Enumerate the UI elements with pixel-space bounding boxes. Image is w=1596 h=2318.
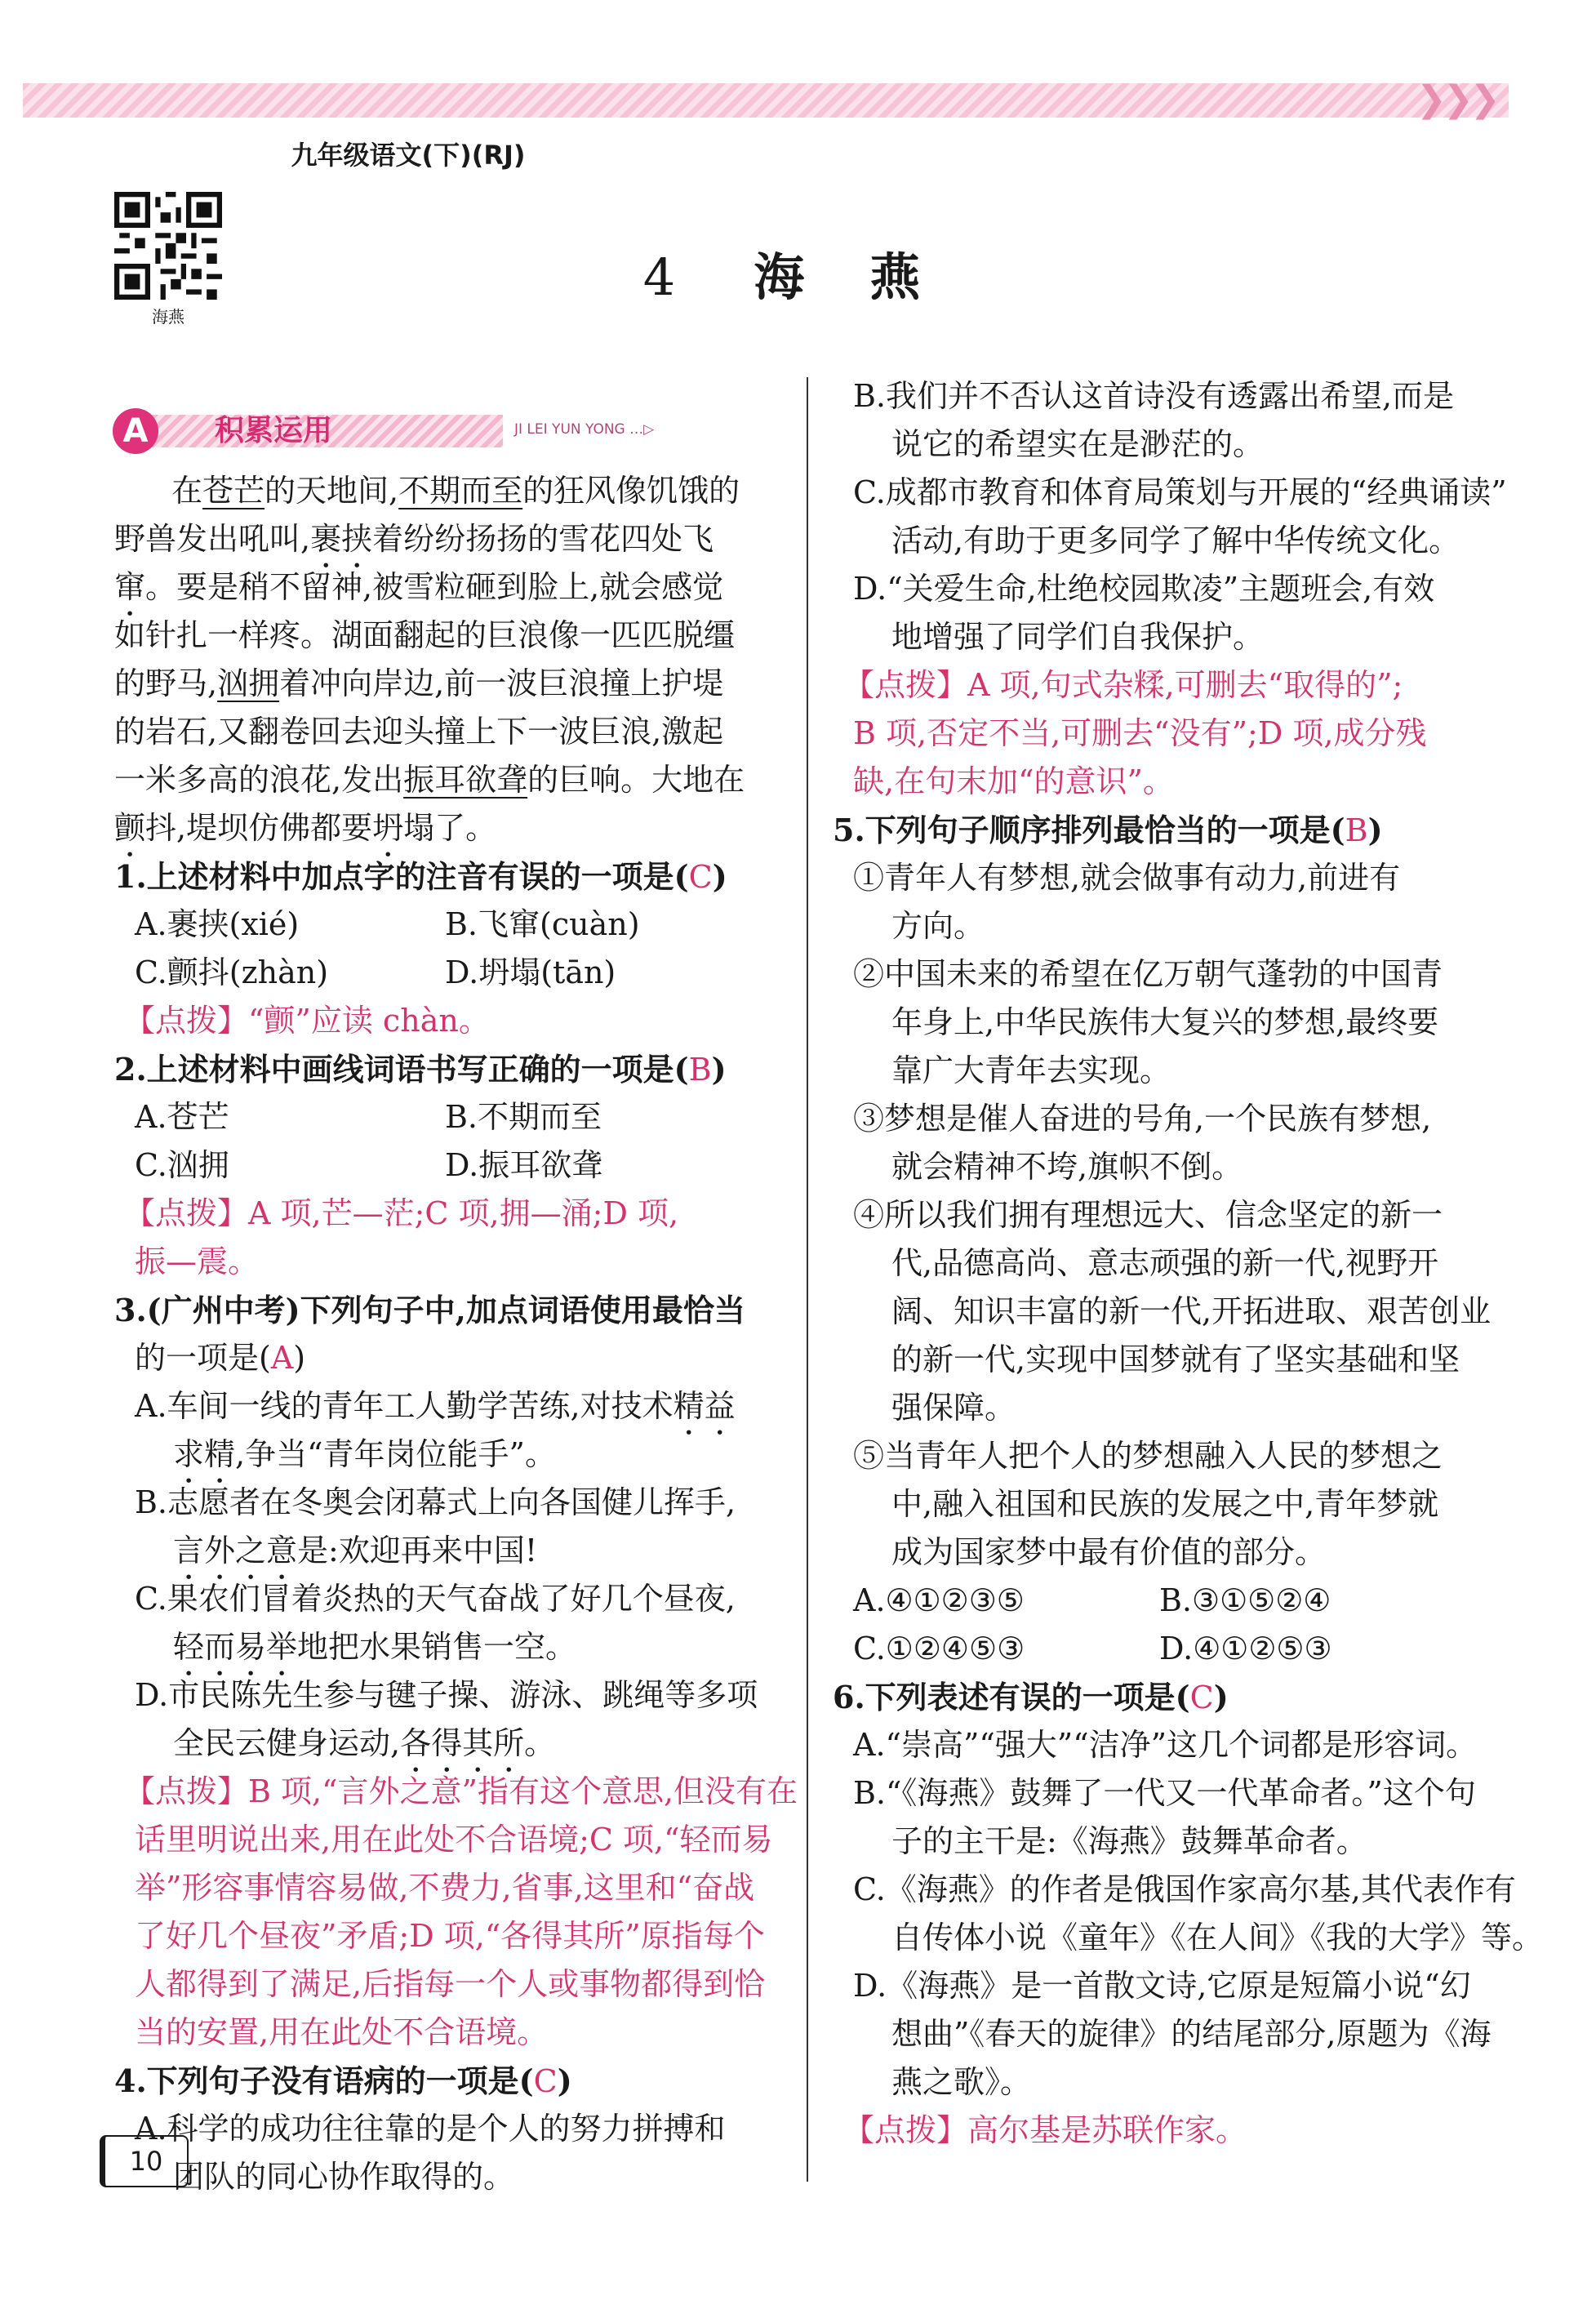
tip: 人都得到了满足,后指每一个人或事物都得到恰 [135, 1966, 766, 2002]
option: A.苍芒 [135, 1099, 229, 1135]
tip: 了好几个昼夜”矛盾;D 项,“各得其所”原指每个 [135, 1918, 765, 1954]
option: 求精,争当“青年岗位能手”。 [173, 1436, 556, 1472]
question-3-cont: 的一项是(A) [135, 1340, 306, 1376]
running-head: 九年级语文(下)(RJ) [291, 140, 526, 171]
option: C.《海燕》的作者是俄国作家高尔基,其代表作有 [853, 1871, 1516, 1907]
answer: C [1189, 1680, 1214, 1715]
question-1: 1.上述材料中加点字的注音有误的一项是(C) [114, 858, 727, 895]
section-badge-letter: A [113, 408, 158, 454]
statement: 强保障。 [891, 1390, 1016, 1426]
lesson-title [0, 245, 1596, 310]
option: 轻而易举地把水果销售一空。 [173, 1629, 577, 1665]
option: A.“崇高”“强大”“洁净”这几个词都是形容词。 [853, 1727, 1478, 1763]
tip: 缺,在句末加“的意识”。 [853, 763, 1174, 799]
statement: ②中国未来的希望在亿万朝气蓬勃的中国青 [853, 956, 1443, 992]
option: C.颤抖(zhàn) [135, 954, 329, 990]
statement: 方向。 [891, 908, 985, 944]
chevron-right-icon: ❯❯❯ [1416, 78, 1497, 120]
passage-line: 如针扎一样疼。湖面翻起的巨浪像一匹匹脱缰 [114, 617, 736, 653]
option: B.飞窜(cuàn) [445, 906, 640, 942]
statement: 的新一代,实现中国梦就有了坚实基础和坚 [891, 1341, 1460, 1377]
title-char: 海 [754, 247, 805, 307]
title-char: 燕 [869, 247, 921, 307]
option: C.成都市教育和体育局策划与开展的“经典诵读” [853, 474, 1507, 510]
passage-line: 的岩石,又翻卷回去迎头撞上下一波巨浪,激起 [114, 714, 724, 750]
option: 团队的同心协作取得的。 [173, 2159, 515, 2195]
section-header-accumulation [113, 408, 655, 454]
tip: 【点拨】高尔基是苏联作家。 [843, 2112, 1247, 2148]
option: B.不期而至 [445, 1099, 602, 1135]
passage-line: 在苍芒的天地间,不期而至的狂风像饥饿的 [171, 473, 740, 509]
tip: 当的安置,用在此处不合语境。 [135, 2014, 549, 2050]
answer: C [533, 2063, 558, 2099]
option: B.③①⑤②④ [1159, 1582, 1331, 1618]
passage-line: 的野马,汹拥着冲向岸边,前一波巨浪撞上护堤 [114, 665, 724, 701]
statement: 成为国家梦中最有价值的部分。 [891, 1534, 1327, 1570]
option: 自传体小说《童年》《在人间》《我的大学》等。 [891, 1920, 1544, 1955]
answer: A [270, 1340, 294, 1376]
option: 想曲”《春天的旋律》的结尾部分,原题为《海 [891, 2016, 1492, 2052]
top-decorative-band [23, 83, 1509, 118]
answer: C [688, 859, 713, 895]
tip: B 项,否定不当,可删去“没有”;D 项,成分残 [853, 715, 1427, 751]
option: D.《海燕》是一首散文诗,它原是短篇小说“幻 [853, 1968, 1471, 2004]
statement: ④所以我们拥有理想远大、信念坚定的新一 [853, 1197, 1443, 1233]
lesson-number: 4 [642, 247, 676, 307]
option: C.汹拥 [135, 1147, 229, 1183]
statement: 代,品德高尚、意志顽强的新一代,视野开 [891, 1245, 1439, 1281]
statement: ⑤当青年人把个人的梦想融入人民的梦想之 [853, 1438, 1443, 1474]
option: A.车间一线的青年工人勤学苦练,对技术精益 [135, 1388, 736, 1424]
passage-line: 颤抖,堤坝仿佛都要坍塌了。 [114, 810, 497, 846]
column-divider [807, 377, 808, 2182]
option: 子的主干是:《海燕》鼓舞革命者。 [891, 1823, 1367, 1859]
tip: 话里明说出来,用在此处不合语境;C 项,“轻而易 [135, 1822, 773, 1858]
option: A.科学的成功往往靠的是个人的努力拼搏和 [135, 2111, 726, 2147]
option: 言外之意是:欢迎再来中国! [173, 1533, 538, 1568]
answer: B [688, 1052, 712, 1088]
statement: 阔、知识丰富的新一代,开拓进取、艰苦创业 [891, 1293, 1492, 1329]
option: D.④①②⑤③ [1159, 1631, 1332, 1666]
statement: 中,融入祖国和民族的发展之中,青年梦就 [891, 1486, 1439, 1522]
option: 全民云健身运动,各得其所。 [173, 1725, 556, 1761]
option: B.志愿者在冬奥会闭幕式上向各国健儿挥手, [135, 1484, 736, 1520]
page-number: 10 [100, 2135, 189, 2187]
tip: 振—震。 [135, 1244, 260, 1279]
option: A.裹挟(xié) [135, 906, 300, 942]
option: 说它的希望实在是渺茫的。 [891, 426, 1265, 462]
section-pinyin: JI LEI YUN YONG …▷ [514, 421, 655, 438]
tip: 【点拨】B 项,“言外之意”指有这个意思,但没有在 [124, 1773, 798, 1809]
option: D.市民陈先生参与毽子操、游泳、跳绳等多项 [135, 1677, 758, 1713]
option: A.④①②③⑤ [853, 1582, 1025, 1618]
question-5: 5.下列句子顺序排列最恰当的一项是(B) [833, 812, 1383, 848]
passage-line: 野兽发出吼叫,裹挟着纷纷扬扬的雪花四处飞 [114, 521, 714, 557]
statement: ③梦想是催人奋进的号角,一个民族有梦想, [853, 1101, 1432, 1137]
option: B.“《海燕》鼓舞了一代又一代革命者。”这个句 [853, 1775, 1476, 1811]
qr-label: 海燕 [152, 307, 184, 327]
tip: 【点拨】A 项,句式杂糅,可删去“取得的”; [843, 667, 1403, 703]
tip: 【点拨】A 项,芒—茫;C 项,拥—涌;D 项, [124, 1195, 679, 1231]
option: D.坍塌(tān) [445, 954, 616, 990]
option: 燕之歌》。 [891, 2064, 1032, 2100]
question-4: 4.下列句子没有语病的一项是(C) [114, 2062, 572, 2099]
passage-line: 窜。要是稍不留神,被雪粒砸到脸上,就会感觉 [114, 569, 724, 605]
passage-line: 一米多高的浪花,发出振耳欲聋的巨响。大地在 [114, 762, 745, 798]
option: C.果农们冒着炎热的天气奋战了好几个昼夜, [135, 1581, 736, 1617]
statement: 就会精神不垮,旗帜不倒。 [891, 1149, 1243, 1185]
option: D.“关爱生命,杜绝校园欺凌”主题班会,有效 [853, 571, 1435, 607]
option: C.①②④⑤③ [853, 1631, 1025, 1666]
statement: ①青年人有梦想,就会做事有动力,前进有 [853, 860, 1401, 896]
question-3: 3.(广州中考)下列句子中,加点词语使用最恰当 [114, 1292, 745, 1328]
statement: 年身上,中华民族伟大复兴的梦想,最终要 [891, 1004, 1439, 1040]
option: B.我们并不否认这首诗没有透露出希望,而是 [853, 378, 1455, 414]
option: 活动,有助于更多同学了解中华传统文化。 [891, 523, 1460, 558]
question-2: 2.上述材料中画线词语书写正确的一项是(B) [114, 1051, 727, 1088]
option: D.振耳欲聋 [445, 1147, 603, 1183]
answer: B [1345, 812, 1368, 848]
tip: 【点拨】“颤”应读 chàn。 [124, 1003, 490, 1039]
tip: 举”形容事情容易做,不费力,省事,这里和“奋战 [135, 1870, 755, 1906]
question-6: 6.下列表述有误的一项是(C) [833, 1679, 1229, 1715]
section-label: 积累运用 [215, 414, 333, 447]
option: 地增强了同学们自我保护。 [891, 619, 1265, 655]
statement: 靠广大青年去实现。 [891, 1052, 1171, 1088]
